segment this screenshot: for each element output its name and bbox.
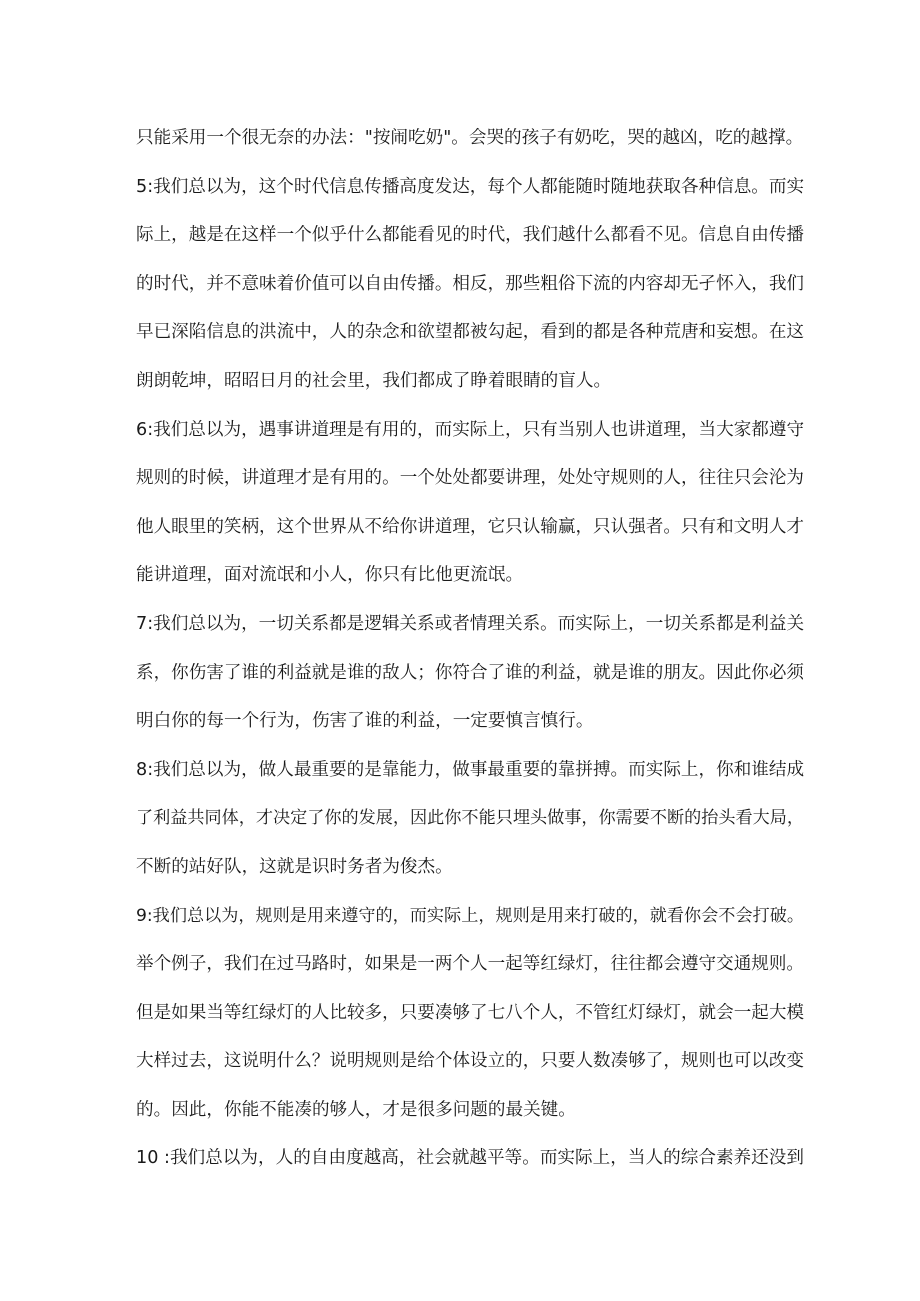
text-line: 朗朗乾坤，昭昭日月的社会里，我们都成了睁着眼睛的盲人。: [136, 370, 612, 391]
text-line: 但是如果当等红绿灯的人比较多，只要凑够了七八个人，不管红灯绿灯，就会一起大模: [136, 1002, 804, 1023]
text-line: 举个例子，我们在过马路时，如果是一两个人一起等红绿灯，往往都会遵守交通规则。: [136, 954, 804, 975]
text-line: 了利益共同体，才决定了你的发展，因此你不能只埋头做事，你需要不断的抬头看大局，: [136, 808, 804, 829]
text-line: 能讲道理，面对流氓和小人，你只有比他更流氓。: [136, 565, 524, 586]
text-line: 8:我们总以为，做人最重要的是靠能力，做事最重要的靠拼搏。而实际上，你和谁结成: [136, 759, 805, 780]
text-line: 不断的站好队，这就是识时务者为俊杰。: [136, 856, 453, 877]
text-line: 明白你的每一个行为，伤害了谁的利益，一定要慎言慎行。: [136, 711, 594, 732]
text-line: 10 :我们总以为，人的自由度越高，社会就越平等。而实际上，当人的综合素养还没到: [136, 1148, 804, 1169]
text-line: 6:我们总以为，遇事讲道理是有用的，而实际上，只有当别人也讲道理，当大家都遵守: [136, 419, 805, 440]
text-line: 系，你伤害了谁的利益就是谁的敌人；你符合了谁的利益，就是谁的朋友。因此你必须: [136, 662, 804, 683]
text-line: 大样过去，这说明什么？说明规则是给个体设立的，只要人数凑够了，规则也可以改变: [136, 1051, 804, 1072]
text-line: 7:我们总以为，一切关系都是逻辑关系或者情理关系。而实际上，一切关系都是利益关: [136, 613, 805, 634]
text-line: 规则的时候，讲道理才是有用的。一个处处都要讲理，处处守规则的人，往往只会沦为: [136, 468, 804, 489]
text-line: 9:我们总以为，规则是用来遵守的，而实际上，规则是用来打破的，就看你会不会打破。: [136, 905, 804, 926]
document-body: [136, 114, 804, 1183]
text-line: 际上，越是在这样一个似乎什么都能看见的时代，我们越什么都看不见。信息自由传播: [136, 225, 804, 246]
text-line: 他人眼里的笑柄，这个世界从不给你讲道理，它只认输赢，只认强者。只有和文明人才: [136, 516, 804, 537]
text-line: 的时代，并不意味着价值可以自由传播。相反，那些粗俗下流的内容却无孑怀入，我们: [136, 273, 804, 294]
text-line: 的。因此，你能不能凑的够人，才是很多问题的最关键。: [136, 1099, 576, 1120]
text-line: 5:我们总以为，这个时代信息传播高度发达，每个人都能随时随地获取各种信息。而实: [136, 176, 805, 197]
text-line: 早已深陷信息的洪流中，人的杂念和欲望都被勾起，看到的都是各种荒唐和妄想。在这: [136, 322, 804, 343]
text-line: 只能采用一个很无奈的办法："按闹吃奶"。会哭的孩子有奶吃，哭的越凶，吃的越撑。: [136, 128, 804, 148]
